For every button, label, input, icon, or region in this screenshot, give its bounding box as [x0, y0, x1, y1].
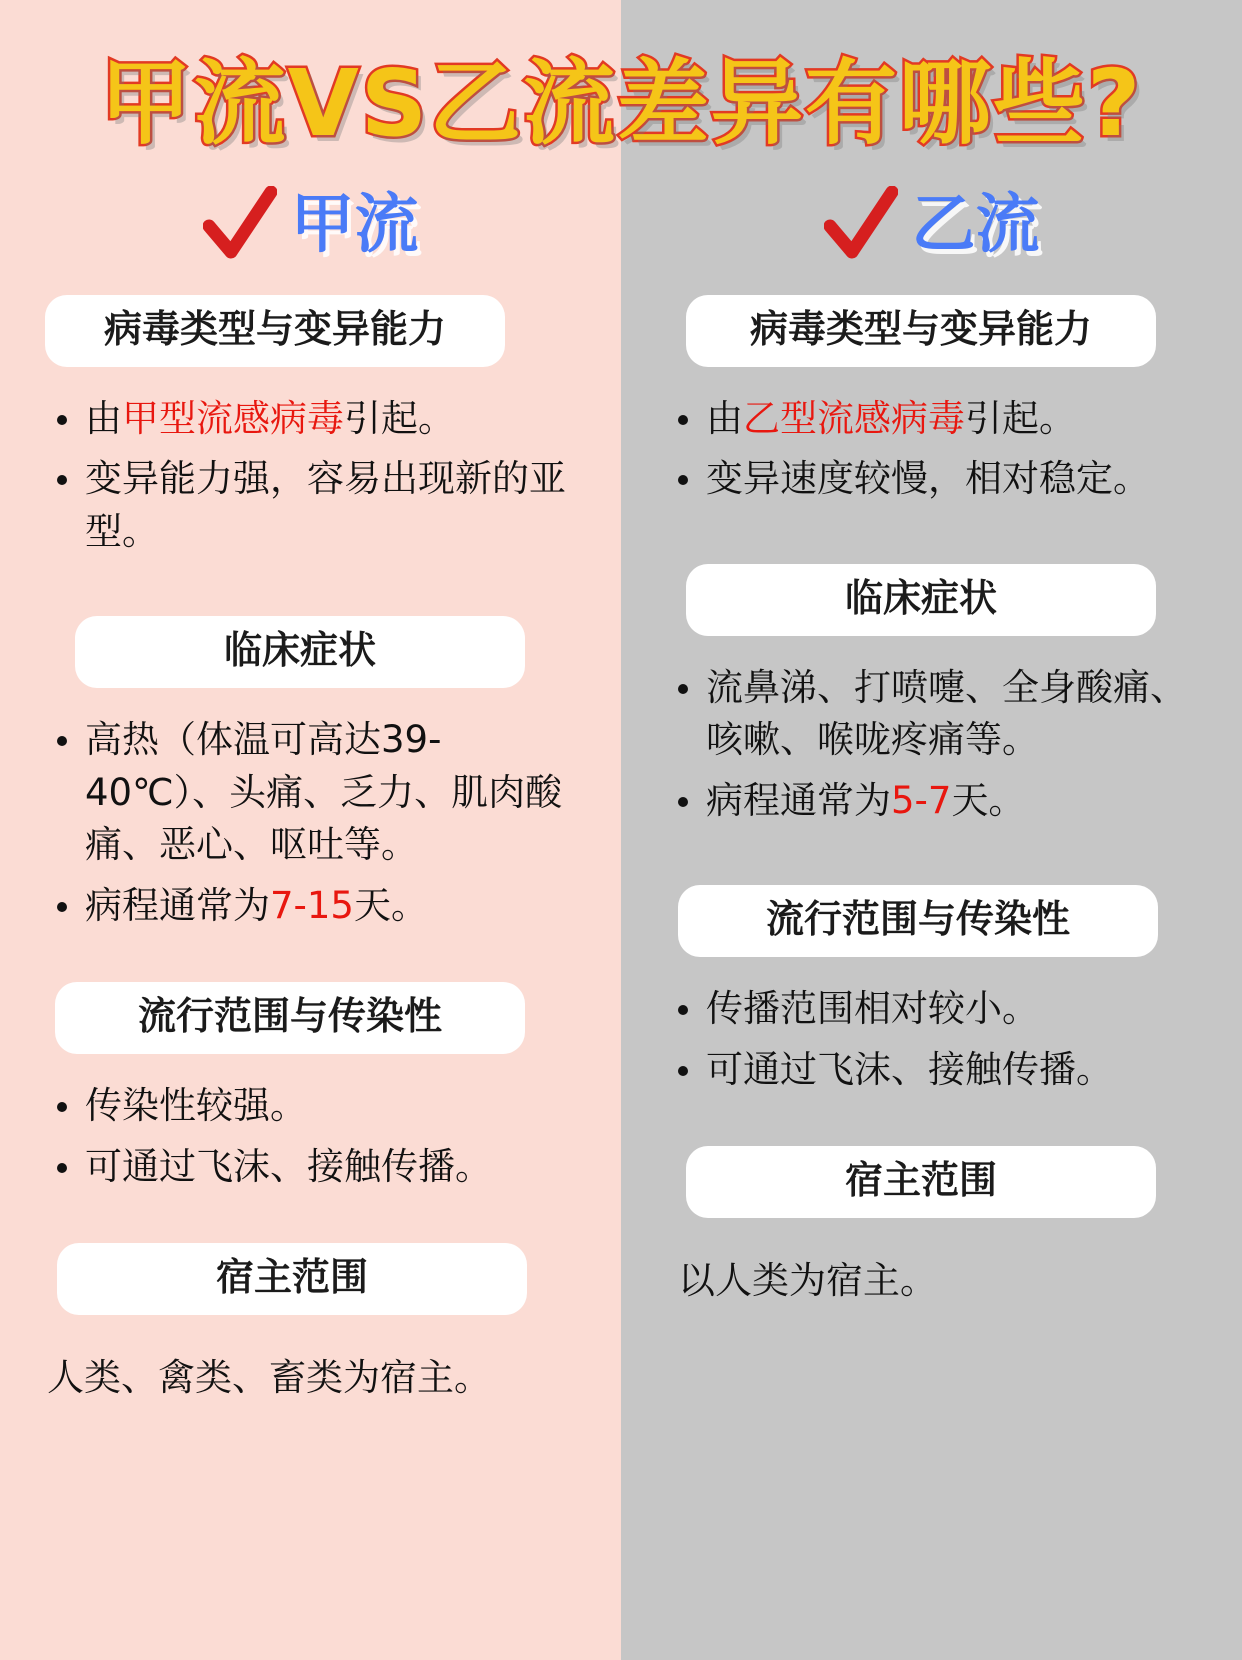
- section-list-spread: [666, 983, 1197, 1096]
- section-title-spread: 流行范围与传染性: [55, 982, 525, 1054]
- list-item: 传染性较强。: [45, 1080, 576, 1133]
- column-a-title: 甲流: [290, 188, 419, 262]
- column-a-heading: [45, 165, 576, 285]
- list-item: 变异速度较慢，相对稳定。: [666, 453, 1197, 506]
- list-item: 高热（体温可高达39-40℃）、头痛、乏力、肌肉酸痛、恶心、呕吐等。: [45, 714, 576, 872]
- section-list-symptoms: [666, 662, 1197, 828]
- list-item: 可通过飞沫、接触传播。: [666, 1044, 1197, 1097]
- check-mark-icon: [203, 186, 277, 264]
- list-item: 病程通常为7-15天。: [45, 880, 576, 933]
- section-text-host: 人类、禽类、畜类为宿主。: [47, 1355, 491, 1399]
- section-list-spread: [45, 1080, 576, 1193]
- list-item: 变异能力强，容易出现新的亚型。: [45, 453, 576, 558]
- list-item: 可通过飞沫、接触传播。: [45, 1141, 576, 1194]
- highlighted-text: 5-7: [891, 778, 952, 822]
- list-item: 由甲型流感病毒引起。: [45, 393, 576, 446]
- section-header-wrap: [45, 295, 576, 367]
- section-title-symptoms: 临床症状: [686, 564, 1156, 636]
- section-header-wrap: [45, 982, 576, 1054]
- section-title-virus-type: 病毒类型与变异能力: [686, 295, 1156, 367]
- section-text-host: 以人类为宿主。: [678, 1258, 937, 1302]
- section-header-wrap: [666, 1146, 1197, 1218]
- column-influenza-b: [621, 165, 1242, 1405]
- section-title-host: 宿主范围: [57, 1243, 527, 1315]
- column-b-title: 乙流: [911, 188, 1040, 262]
- section-title-host: 宿主范围: [686, 1146, 1156, 1218]
- list-item: 由乙型流感病毒引起。: [666, 393, 1197, 446]
- list-item: 流鼻涕、打喷嚏、全身酸痛、咳嗽、喉咙疼痛等。: [666, 662, 1197, 767]
- section-header-wrap: [666, 295, 1197, 367]
- section-header-wrap: [666, 885, 1197, 957]
- section-list-symptoms: [45, 714, 576, 932]
- page-title: 甲流VS乙流差异有哪些?: [99, 50, 1143, 157]
- list-item: 病程通常为5-7天。: [666, 775, 1197, 828]
- comparison-columns: [0, 165, 1242, 1405]
- section-list-virus-type: [666, 393, 1197, 506]
- section-list-virus-type: [45, 393, 576, 559]
- highlighted-text: 甲型流感病毒: [122, 396, 344, 440]
- highlighted-text: 7-15: [270, 883, 354, 927]
- section-title-spread: 流行范围与传染性: [678, 885, 1158, 957]
- column-influenza-a: [0, 165, 621, 1405]
- section-title-virus-type: 病毒类型与变异能力: [45, 295, 505, 367]
- section-header-wrap: [45, 1243, 576, 1315]
- section-header-wrap: [45, 616, 576, 688]
- section-title-symptoms: 临床症状: [75, 616, 525, 688]
- list-item: 传播范围相对较小。: [666, 983, 1197, 1036]
- highlighted-text: 乙型流感病毒: [743, 396, 965, 440]
- section-header-wrap: [666, 564, 1197, 636]
- column-b-heading: [666, 165, 1197, 285]
- check-mark-icon: [824, 186, 898, 264]
